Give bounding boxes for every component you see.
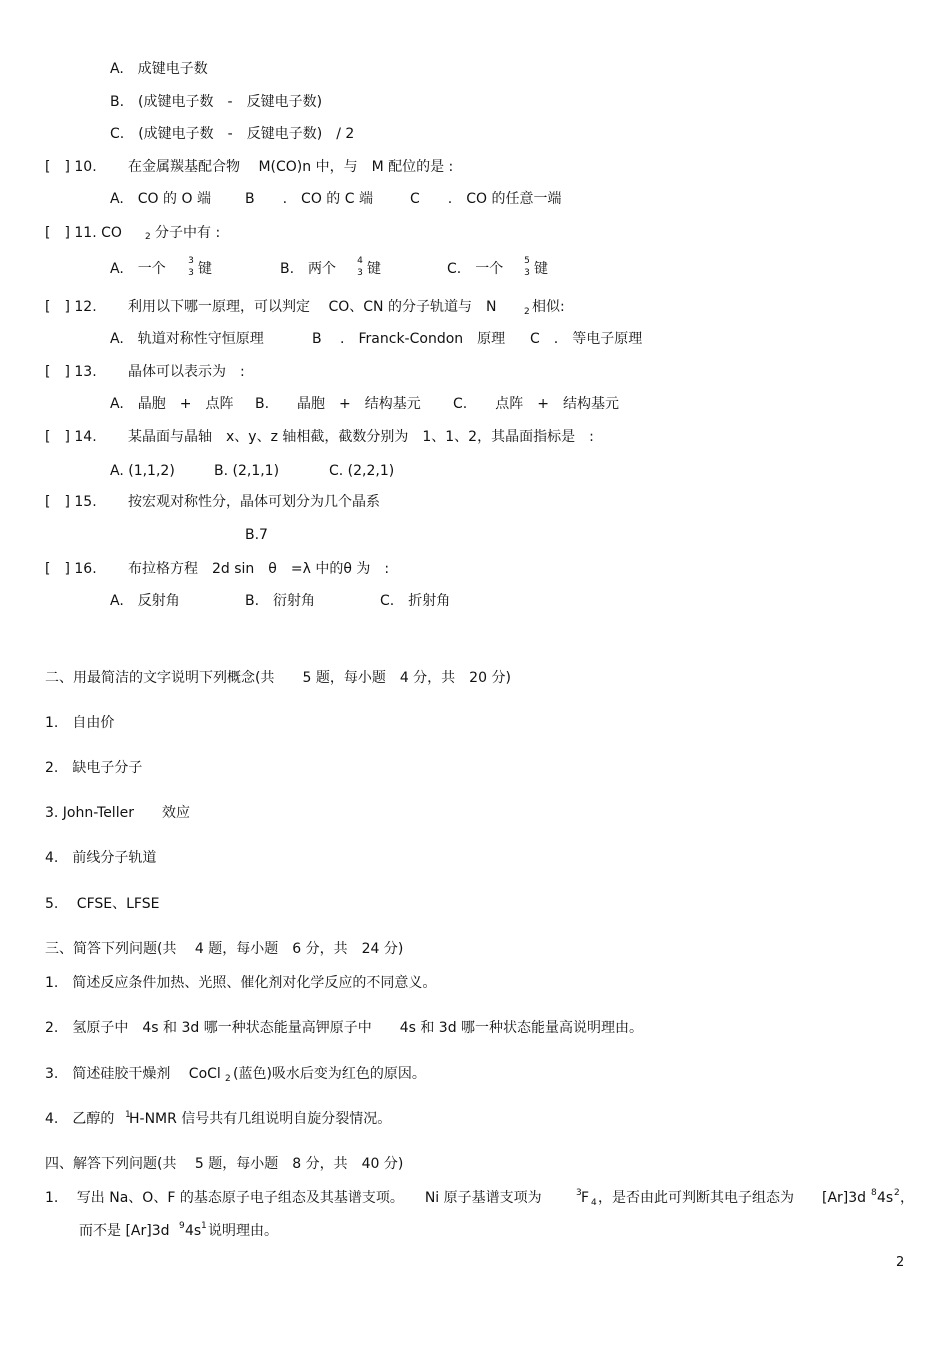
q12-option-a: A. 轨道对称性守恒原理 bbox=[110, 331, 264, 347]
q14-option-b: B. (2,1,1) bbox=[214, 463, 280, 479]
q9-option-a: A. 成键电子数 bbox=[110, 61, 208, 77]
section4-item-1-line2-orbital: 4s bbox=[185, 1223, 202, 1239]
section4-item-1-orbital: 4s bbox=[877, 1190, 894, 1206]
q13-stem: 晶体可以表示为 : bbox=[128, 364, 245, 380]
section2-heading: 二、用最简洁的文字说明下列概念(共 5 题，每小题 4 分，共 20 分) bbox=[45, 670, 511, 686]
q11-option-a-den: 3 bbox=[188, 268, 194, 278]
q13-option-a: A. 晶胞 + 点阵 bbox=[110, 396, 234, 412]
q11-option-c-label: C. 一个 bbox=[447, 261, 504, 277]
section3-item-3-text: 3. 简述硅胶干燥剂 CoCl bbox=[45, 1066, 221, 1082]
section2-item: 1. 自由价 bbox=[45, 715, 115, 731]
q11-option-a-tail: 键 bbox=[198, 261, 212, 277]
q12-stem-tail: 相似: bbox=[532, 299, 565, 315]
q16-stem: 布拉格方程 2d sin θ =λ 中的θ 为 : bbox=[128, 561, 390, 577]
q16-option-a: A. 反射角 bbox=[110, 593, 180, 609]
q12-option-c: C . 等电子原理 bbox=[530, 331, 643, 347]
section3-item-3-tail: (蓝色)吸水后变为红色的原因。 bbox=[233, 1066, 426, 1082]
q14-option-a: A. (1,1,2) bbox=[110, 463, 175, 479]
q15-number: [ ] 15. bbox=[45, 494, 97, 510]
section2-item: 2. 缺电子分子 bbox=[45, 760, 143, 776]
q9-option-b: B. (成键电子数 - 反键电子数) bbox=[110, 94, 323, 110]
q13-option-c: C. 点阵 + 结构基元 bbox=[453, 396, 619, 412]
q13-number: [ ] 13. bbox=[45, 364, 97, 380]
section4-item-1-sup: 2 bbox=[894, 1188, 900, 1198]
q12-subscript: 2 bbox=[524, 307, 530, 317]
section4-item-1-line2-tail: 说明理由。 bbox=[208, 1223, 278, 1239]
q16-number: [ ] 16. bbox=[45, 561, 97, 577]
section3-item-4-superscript: 1 bbox=[125, 1110, 131, 1120]
q11-option-a-num: 3 bbox=[188, 256, 194, 266]
section3-item-3-subscript: 2 bbox=[225, 1074, 231, 1084]
section4-item-1-line2-sup: 9 bbox=[179, 1221, 185, 1231]
section4-item-1-line2-text: 而不是 [Ar]3d bbox=[79, 1223, 170, 1239]
q14-number: [ ] 14. bbox=[45, 429, 97, 445]
q15-stem: 按宏观对称性分，晶体可划分为几个晶系 bbox=[128, 494, 380, 510]
section2-item: 3. John-Teller 效应 bbox=[45, 805, 190, 821]
section4-item-1-sub: 4 bbox=[591, 1198, 597, 1208]
q10-option-a: A. CO 的 O 端 bbox=[110, 191, 211, 207]
section3-item-4-tail: H-NMR 信号共有几组说明自旋分裂情况。 bbox=[129, 1111, 392, 1127]
section4-item-1-sup: 8 bbox=[871, 1188, 877, 1198]
section4-item-1-comma: ， bbox=[900, 1190, 914, 1206]
q14-option-c: C. (2,2,1) bbox=[329, 463, 395, 479]
q12-option-b: B . Franck-Condon 原理 bbox=[312, 331, 506, 347]
q11-option-b-num: 4 bbox=[357, 256, 363, 266]
q11-option-c-den: 3 bbox=[524, 268, 530, 278]
q10-option-c: C . CO 的任意一端 bbox=[410, 191, 562, 207]
section4-item-1-term: F bbox=[581, 1190, 590, 1206]
section4-item-1-text: 1. 写出 Na、O、F 的基态原子电子组态及其基谱支项。 Ni 原子基谱支项为 bbox=[45, 1190, 542, 1206]
section3-item-2: 2. 氢原子中 4s 和 3d 哪一种状态能量高钾原子中 4s 和 3d 哪一种状态能量高说明理由。 bbox=[45, 1020, 644, 1036]
q11-option-b-den: 3 bbox=[357, 268, 363, 278]
q11-subscript: 2 bbox=[145, 232, 151, 242]
q16-option-c: C. 折射角 bbox=[380, 593, 451, 609]
section2-item: 5. CFSE、LFSE bbox=[45, 896, 160, 912]
q15-option-b: B.7 bbox=[245, 527, 268, 543]
q12-stem-text: 利用以下哪一原理，可以判定 CO、CN 的分子轨道与 N bbox=[128, 299, 497, 315]
q10-number: [ ] 10. bbox=[45, 159, 97, 175]
section4-item-1-sup: 3 bbox=[576, 1188, 582, 1198]
section3-heading: 三、简答下列问题(共 4 题，每小题 6 分，共 24 分) bbox=[45, 941, 404, 957]
q11-stem: 分子中有 : bbox=[155, 225, 221, 241]
q11-bracket: [ ] 11. CO bbox=[45, 225, 122, 241]
q10-stem: 在金属羰基配合物 M(CO)n 中，与 M 配位的是 : bbox=[128, 159, 454, 175]
q9-option-c: C. (成键电子数 - 反键电子数) / 2 bbox=[110, 126, 355, 142]
q11-option-a-label: A. 一个 bbox=[110, 261, 166, 277]
q10-option-b: B . CO 的 C 端 bbox=[245, 191, 373, 207]
q11-option-c-num: 5 bbox=[524, 256, 530, 266]
q12-number: [ ] 12. bbox=[45, 299, 97, 315]
section4-heading: 四、解答下列问题(共 5 题，每小题 8 分，共 40 分) bbox=[45, 1156, 404, 1172]
section3-item-4-text: 4. 乙醇的 bbox=[45, 1111, 115, 1127]
section4-item-1-config: ，是否由此可判断其电子组态为 [Ar]3d bbox=[598, 1190, 867, 1206]
section4-item-1-line2-sup: 1 bbox=[201, 1221, 207, 1231]
q11-option-b-tail: 键 bbox=[367, 261, 381, 277]
section3-item-1: 1. 简述反应条件加热、光照、催化剂对化学反应的不同意义。 bbox=[45, 975, 437, 991]
q11-option-b-label: B. 两个 bbox=[280, 261, 337, 277]
q16-option-b: B. 衍射角 bbox=[245, 593, 316, 609]
q14-stem: 某晶面与晶轴 x、y、z 轴相截，截数分别为 1、1、2，其晶面指标是 : bbox=[128, 429, 594, 445]
page-number: 2 bbox=[896, 1255, 905, 1270]
q13-option-b: B. 晶胞 + 结构基元 bbox=[255, 396, 421, 412]
section2-item: 4. 前线分子轨道 bbox=[45, 850, 157, 866]
q11-option-c-tail: 键 bbox=[534, 261, 548, 277]
